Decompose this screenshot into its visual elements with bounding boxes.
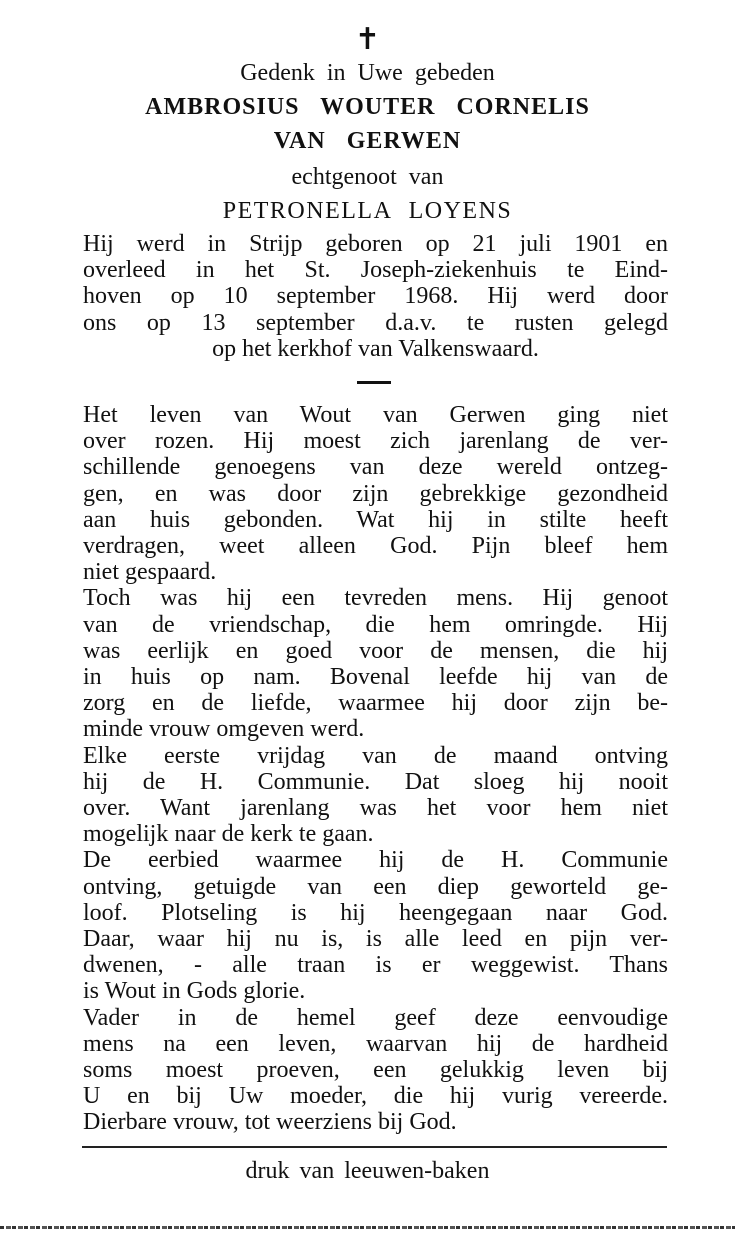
body-line: aan huis gebonden. Wat hij in stilte heeft [83, 506, 668, 533]
body-line: over. Want jarenlang was het voor hem niet [83, 795, 668, 822]
intro-line: Hij werd in Strijp geboren op 21 juli 1901 en [83, 231, 668, 257]
body-line: schillende genoegens van deze wereld ontzeg- [83, 454, 668, 481]
intro-line: hoven op 10 september 1968. Hij werd door [83, 283, 668, 310]
body-line: gen, en was door zijn gebrekkige gezondheid [83, 480, 668, 507]
body-line: over rozen. Hij moest zich jarenlang de ver- [83, 428, 668, 455]
body-line: De eerbied waarmee hij de H. Communie [83, 847, 668, 874]
body-line: Elke eerste vrijdag van de maand ontving [83, 742, 668, 769]
body-line: van de vriendschap, die hem omringde. Hij [83, 611, 668, 638]
deceased-name-line2: VAN GERWEN [273, 128, 462, 154]
body-line: Vader in de hemel geef deze eenvoudige [83, 1004, 668, 1031]
body-line: hij de H. Communie. Dat sloeg hij nooit [83, 768, 668, 795]
body-line: in huis op nam. Bovenal leefde hij van de [83, 664, 668, 691]
spouse-name: PETRONELLA LOYENS [222, 198, 513, 224]
body-text [83, 402, 668, 1136]
body-line: dwenen, - alle traan is er weggewist. Thans [83, 952, 668, 979]
footer-rule [82, 1146, 667, 1148]
body-line: ontving, getuigde van een diep geworteld ge- [83, 873, 668, 900]
deceased-name-line1: AMBROSIUS WOUTER CORNELIS [145, 94, 590, 120]
intro-line: op het kerkhof van Valkenswaard. [212, 335, 539, 362]
body-line: was eerlijk en goed voor de mensen, die hij [83, 637, 668, 664]
body-line: loof. Plotseling is hij heengegaan naar God. [83, 899, 668, 926]
intro-line: overleed in het St. Joseph-ziekenhuis te Eind- [83, 257, 668, 284]
body-line: U en bij Uw moeder, die hij vurig vereerde. [83, 1083, 668, 1110]
body-line: Het leven van Wout van Gerwen ging niet [83, 402, 668, 428]
card-edge [0, 1226, 735, 1229]
remembrance-line: Gedenk in Uwe gebeden [240, 60, 495, 86]
intro-paragraph [83, 231, 668, 362]
section-divider [357, 381, 391, 384]
body-line: Dierbare vrouw, tot weerziens bij God. [83, 1109, 457, 1136]
cross-icon: ✝ [354, 23, 381, 56]
printer-credit: druk van leeuwen-baken [245, 1158, 490, 1184]
relation-line: echtgenoot van [291, 164, 444, 190]
body-line: zorg en de liefde, waarmee hij door zijn be- [83, 690, 668, 717]
body-line: verdragen, weet alleen God. Pijn bleef hem [83, 533, 668, 560]
body-line: is Wout in Gods glorie. [83, 978, 306, 1005]
body-line: mens na een leven, waarvan hij de hardheid [83, 1030, 668, 1057]
body-line: mogelijk naar de kerk te gaan. [83, 821, 374, 848]
body-line: soms moest proeven, een gelukkig leven bij [83, 1057, 668, 1084]
intro-line: ons op 13 september d.a.v. te rusten gelegd [83, 309, 668, 336]
body-line: niet gespaard. [83, 559, 217, 586]
body-line: minde vrouw omgeven werd. [83, 716, 365, 743]
body-line: Toch was hij een tevreden mens. Hij genoot [83, 585, 668, 612]
body-line: Daar, waar hij nu is, is alle leed en pijn ver- [83, 926, 668, 953]
